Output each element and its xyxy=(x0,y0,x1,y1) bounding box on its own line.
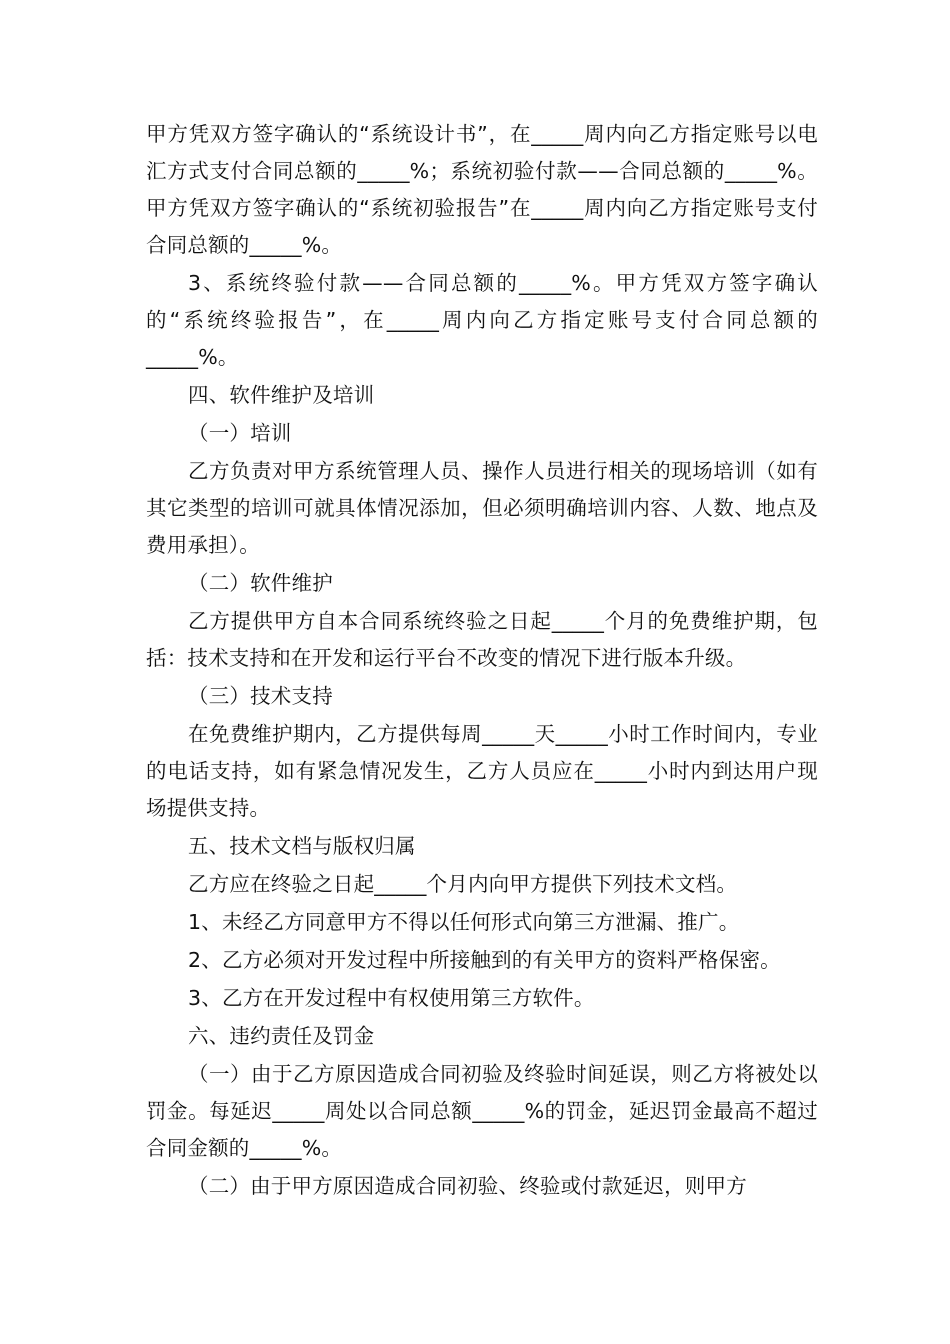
paragraph-technical-docs: 乙方应在终验之日起_____个月内向甲方提供下列技术文档。 xyxy=(188,872,738,896)
list-item-1: 1、未经乙方同意甲方不得以任何形式向第三方泄漏、推广。 xyxy=(188,910,740,934)
heading-software-maintenance-training: 四、软件维护及培训 xyxy=(188,383,375,407)
subheading-training: （一）培训 xyxy=(188,421,292,445)
paragraph-payment-design: 甲方凭双方签字确认的“系统设计书”，在_____周内向乙方指定账号以电汇方式支付合同总额的_____%；系统初验付款——合同总额的_____%。甲方凭双方签字确认的“系统初验报告”在_____周内向乙方指定账号支付合同总额的_____%。 xyxy=(146,122,818,257)
paragraph-training: 乙方负责对甲方系统管理人员、操作人员进行相关的现场培训（如有其它类型的培训可就具体情况添加，但必须明确培训内容、人数、地点及费用承担）。 xyxy=(146,459,818,557)
list-item-3: 3、乙方在开发过程中有权使用第三方软件。 xyxy=(188,986,595,1010)
document-body xyxy=(146,116,818,1206)
heading-breach-penalty: 六、违约责任及罚金 xyxy=(188,1024,375,1048)
paragraph-penalty-party-b: （一）由于乙方原因造成合同初验及终验时间延误，则乙方将被处以罚金。每延迟_____周处以合同总额_____%的罚金，延迟罚金最高不超过合同金额的_____%。 xyxy=(146,1062,818,1160)
paragraph-final-acceptance-payment: 3、系统终验付款——合同总额的_____%。甲方凭双方签字确认的“系统终验报告”，在_____周内向乙方指定账号支付合同总额的_____%。 xyxy=(146,271,818,369)
subheading-technical-support: （三）技术支持 xyxy=(188,684,333,708)
subheading-software-maintenance: （二）软件维护 xyxy=(188,571,333,595)
paragraph-technical-support: 在免费维护期内，乙方提供每周_____天_____小时工作时间内，专业的电话支持，如有紧急情况发生，乙方人员应在_____小时内到达用户现场提供支持。 xyxy=(146,722,818,820)
paragraph-penalty-party-a: （二）由于甲方原因造成合同初验、终验或付款延迟，则甲方 xyxy=(188,1174,747,1198)
heading-technical-docs-copyright: 五、技术文档与版权归属 xyxy=(188,834,416,858)
list-item-2: 2、乙方必须对开发过程中所接触到的有关甲方的资料严格保密。 xyxy=(188,948,781,972)
paragraph-software-maintenance: 乙方提供甲方自本合同系统终验之日起_____个月的免费维护期，包括：技术支持和在开发和运行平台不改变的情况下进行版本升级。 xyxy=(146,609,818,670)
